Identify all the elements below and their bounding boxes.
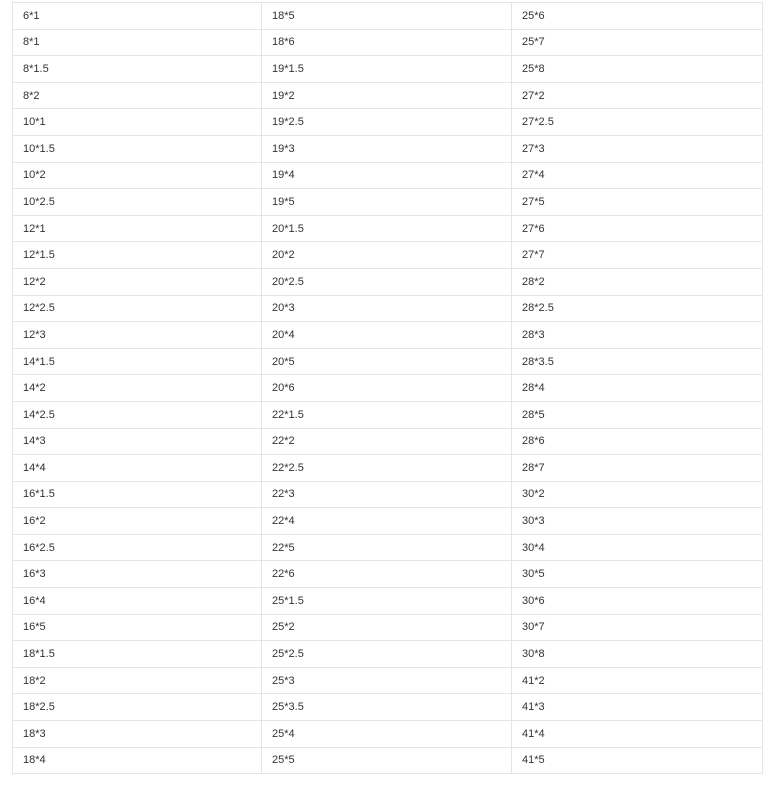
table-row <box>13 747 763 774</box>
table-cell: 16*2 <box>13 508 262 535</box>
table-row <box>13 82 763 109</box>
table-cell: 12*1.5 <box>13 242 262 269</box>
table-row <box>13 721 763 748</box>
table-cell: 41*5 <box>512 747 763 774</box>
table-cell: 25*4 <box>262 721 512 748</box>
table-cell: 27*2.5 <box>512 109 763 136</box>
table-row <box>13 694 763 721</box>
table-cell: 25*3.5 <box>262 694 512 721</box>
table-cell: 28*4 <box>512 375 763 402</box>
table-cell: 16*5 <box>13 614 262 641</box>
table-cell: 28*5 <box>512 401 763 428</box>
table-cell: 25*5 <box>262 747 512 774</box>
table-cell: 12*3 <box>13 322 262 349</box>
table-cell: 8*2 <box>13 82 262 109</box>
table-cell: 28*6 <box>512 428 763 455</box>
table-cell: 22*3 <box>262 481 512 508</box>
table-cell: 16*3 <box>13 561 262 588</box>
table-row <box>13 667 763 694</box>
table-row <box>13 162 763 189</box>
table-row <box>13 561 763 588</box>
table-row <box>13 295 763 322</box>
table-cell: 16*2.5 <box>13 534 262 561</box>
table-cell: 41*2 <box>512 667 763 694</box>
table-cell: 19*2.5 <box>262 109 512 136</box>
table-cell: 25*3 <box>262 667 512 694</box>
spec-table-body <box>13 3 763 774</box>
table-cell: 30*7 <box>512 614 763 641</box>
table-row <box>13 29 763 56</box>
table-cell: 30*6 <box>512 588 763 615</box>
table-cell: 25*6 <box>512 3 763 30</box>
table-cell: 14*2 <box>13 375 262 402</box>
table-cell: 28*3.5 <box>512 348 763 375</box>
table-cell: 18*1.5 <box>13 641 262 668</box>
table-row <box>13 322 763 349</box>
table-row <box>13 641 763 668</box>
table-cell: 20*5 <box>262 348 512 375</box>
table-cell: 22*6 <box>262 561 512 588</box>
table-cell: 22*2 <box>262 428 512 455</box>
table-cell: 41*3 <box>512 694 763 721</box>
table-row <box>13 508 763 535</box>
table-cell: 22*4 <box>262 508 512 535</box>
table-cell: 19*1.5 <box>262 56 512 83</box>
table-row <box>13 268 763 295</box>
table-cell: 27*4 <box>512 162 763 189</box>
table-cell: 27*7 <box>512 242 763 269</box>
table-cell: 16*1.5 <box>13 481 262 508</box>
table-cell: 12*2 <box>13 268 262 295</box>
table-cell: 27*3 <box>512 135 763 162</box>
table-cell: 41*4 <box>512 721 763 748</box>
spec-table-container <box>12 2 762 774</box>
table-cell: 8*1.5 <box>13 56 262 83</box>
table-cell: 27*6 <box>512 215 763 242</box>
table-row <box>13 375 763 402</box>
table-row <box>13 3 763 30</box>
table-cell: 12*2.5 <box>13 295 262 322</box>
table-cell: 19*5 <box>262 189 512 216</box>
table-cell: 14*1.5 <box>13 348 262 375</box>
table-cell: 14*2.5 <box>13 401 262 428</box>
table-cell: 14*3 <box>13 428 262 455</box>
table-row <box>13 481 763 508</box>
table-cell: 20*2 <box>262 242 512 269</box>
table-cell: 10*1.5 <box>13 135 262 162</box>
table-cell: 30*3 <box>512 508 763 535</box>
table-cell: 19*3 <box>262 135 512 162</box>
table-row <box>13 428 763 455</box>
table-cell: 30*8 <box>512 641 763 668</box>
table-cell: 10*1 <box>13 109 262 136</box>
table-cell: 25*7 <box>512 29 763 56</box>
table-cell: 25*2.5 <box>262 641 512 668</box>
table-row <box>13 588 763 615</box>
table-cell: 18*2.5 <box>13 694 262 721</box>
table-cell: 18*6 <box>262 29 512 56</box>
table-cell: 22*1.5 <box>262 401 512 428</box>
table-cell: 20*2.5 <box>262 268 512 295</box>
table-cell: 27*5 <box>512 189 763 216</box>
table-row <box>13 401 763 428</box>
table-row <box>13 56 763 83</box>
table-cell: 22*2.5 <box>262 455 512 482</box>
table-cell: 14*4 <box>13 455 262 482</box>
table-cell: 18*2 <box>13 667 262 694</box>
table-cell: 12*1 <box>13 215 262 242</box>
table-row <box>13 348 763 375</box>
table-cell: 20*1.5 <box>262 215 512 242</box>
table-cell: 25*8 <box>512 56 763 83</box>
table-row <box>13 455 763 482</box>
table-cell: 10*2.5 <box>13 189 262 216</box>
table-row <box>13 215 763 242</box>
table-cell: 19*4 <box>262 162 512 189</box>
table-cell: 28*3 <box>512 322 763 349</box>
table-row <box>13 189 763 216</box>
table-cell: 6*1 <box>13 3 262 30</box>
table-cell: 16*4 <box>13 588 262 615</box>
table-cell: 20*3 <box>262 295 512 322</box>
table-cell: 28*2 <box>512 268 763 295</box>
table-cell: 19*2 <box>262 82 512 109</box>
table-cell: 18*4 <box>13 747 262 774</box>
table-cell: 18*5 <box>262 3 512 30</box>
table-row <box>13 242 763 269</box>
table-row <box>13 614 763 641</box>
table-cell: 10*2 <box>13 162 262 189</box>
table-cell: 27*2 <box>512 82 763 109</box>
spec-table <box>12 2 763 774</box>
table-cell: 28*7 <box>512 455 763 482</box>
table-cell: 30*5 <box>512 561 763 588</box>
table-cell: 25*2 <box>262 614 512 641</box>
table-cell: 18*3 <box>13 721 262 748</box>
table-cell: 8*1 <box>13 29 262 56</box>
table-cell: 20*4 <box>262 322 512 349</box>
table-row <box>13 135 763 162</box>
table-cell: 25*1.5 <box>262 588 512 615</box>
table-cell: 28*2.5 <box>512 295 763 322</box>
table-cell: 20*6 <box>262 375 512 402</box>
table-cell: 22*5 <box>262 534 512 561</box>
table-cell: 30*4 <box>512 534 763 561</box>
table-row <box>13 534 763 561</box>
table-row <box>13 109 763 136</box>
table-cell: 30*2 <box>512 481 763 508</box>
